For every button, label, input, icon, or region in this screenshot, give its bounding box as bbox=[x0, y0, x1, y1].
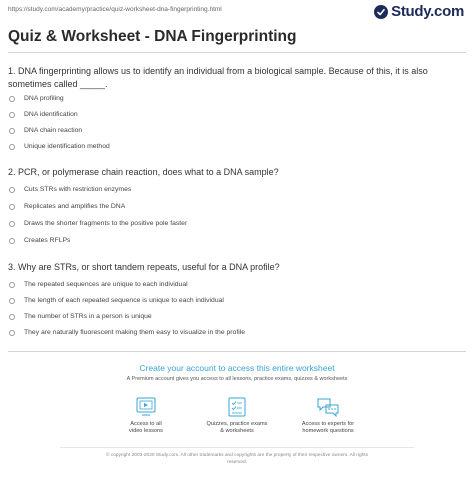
radio-button[interactable] bbox=[9, 96, 15, 102]
page-header bbox=[8, 4, 466, 20]
answer-option[interactable] bbox=[9, 186, 131, 193]
option-label: Draws the shorter fragments to the positive pole faster bbox=[24, 220, 188, 227]
radio-button[interactable] bbox=[9, 112, 15, 118]
answer-option[interactable] bbox=[9, 281, 188, 288]
option-label: Unique identification method bbox=[24, 143, 110, 150]
study-logo[interactable] bbox=[374, 3, 464, 20]
radio-button[interactable] bbox=[9, 282, 15, 288]
feature-label: Access to all bbox=[130, 421, 162, 427]
option-label: Cuts STRs with restriction enzymes bbox=[24, 186, 132, 193]
radio-button[interactable] bbox=[9, 187, 15, 193]
radio-button[interactable] bbox=[9, 298, 15, 304]
option-label: Replicates and amplifies the DNA bbox=[24, 203, 126, 210]
answer-option[interactable] bbox=[9, 127, 82, 134]
option-label: DNA chain reaction bbox=[24, 127, 83, 134]
copyright-text-continued: reserved. bbox=[227, 460, 247, 465]
question-text: 1. DNA fingerprinting allows us to identify an individual from a biological sample. Because of this, it is also bbox=[8, 66, 428, 76]
answer-option[interactable] bbox=[9, 143, 110, 150]
feature-label: Quizzes, practice exams bbox=[206, 421, 268, 427]
page-title: Quiz & Worksheet - DNA Fingerprinting bbox=[8, 28, 297, 45]
copyright-footer bbox=[90, 452, 384, 466]
answer-option[interactable] bbox=[9, 313, 152, 320]
answer-option[interactable] bbox=[9, 111, 78, 118]
promo-subtitle: A Premium account gives you access to all lessons, practice exams, quizzes & worksheets bbox=[126, 376, 348, 382]
section-divider bbox=[8, 351, 466, 352]
answer-option[interactable] bbox=[9, 203, 125, 210]
question-text: 3. Why are STRs, or short tandem repeats, useful for a DNA profile? bbox=[8, 262, 280, 272]
footer-divider bbox=[60, 447, 414, 448]
answer-option[interactable] bbox=[9, 297, 224, 304]
option-label: Creates RFLPs bbox=[24, 237, 71, 244]
logo-mark-icon bbox=[374, 5, 388, 19]
option-label: DNA profiling bbox=[24, 95, 64, 102]
promo-title[interactable]: Create your account to access this entire worksheet bbox=[139, 363, 335, 373]
radio-button[interactable] bbox=[9, 144, 15, 150]
option-label: The repeated sequences are unique to each individual bbox=[24, 281, 188, 288]
option-label: The length of each repeated sequence is unique to each individual bbox=[24, 297, 224, 304]
question-3 bbox=[8, 261, 466, 274]
quiz-icon bbox=[224, 396, 250, 418]
answer-option[interactable] bbox=[9, 237, 70, 244]
answer-option[interactable] bbox=[9, 329, 245, 336]
feature-label: Access to experts for bbox=[301, 421, 355, 427]
feature-label: video lessons bbox=[129, 428, 163, 434]
radio-button[interactable] bbox=[9, 128, 15, 134]
answer-option[interactable] bbox=[9, 95, 64, 102]
radio-button[interactable] bbox=[9, 330, 15, 336]
feature-experts bbox=[273, 396, 383, 435]
question-text: 2. PCR, or polymerase chain reaction, does what to a DNA sample? bbox=[8, 167, 279, 177]
radio-button[interactable] bbox=[9, 204, 15, 210]
copyright-text: © copyright 2003-2020 Study.com. All other trademarks and copyrights are the property of their respective owners. All rights bbox=[105, 453, 369, 458]
option-label: The number of STRs in a person is unique bbox=[24, 313, 152, 320]
answer-option[interactable] bbox=[9, 220, 187, 227]
page-url[interactable]: https://study.com/academy/practice/quiz-worksheet-dna-fingerprinting.html bbox=[8, 6, 222, 13]
radio-button[interactable] bbox=[9, 221, 15, 227]
option-label: They are naturally fluorescent making them easy to visualize in the profile bbox=[24, 329, 246, 336]
question-2 bbox=[8, 166, 466, 179]
title-divider bbox=[8, 52, 466, 53]
question-text-continued: sometimes called _____. bbox=[8, 79, 108, 89]
video-icon bbox=[133, 396, 159, 418]
option-label: DNA identification bbox=[24, 111, 78, 118]
logo-text: Study.com bbox=[391, 3, 464, 20]
chat-icon bbox=[315, 396, 341, 418]
question-1 bbox=[8, 65, 466, 91]
radio-button[interactable] bbox=[9, 314, 15, 320]
radio-button[interactable] bbox=[9, 238, 15, 244]
feature-label: & worksheets bbox=[220, 428, 254, 434]
feature-label: homework questions bbox=[302, 428, 354, 434]
